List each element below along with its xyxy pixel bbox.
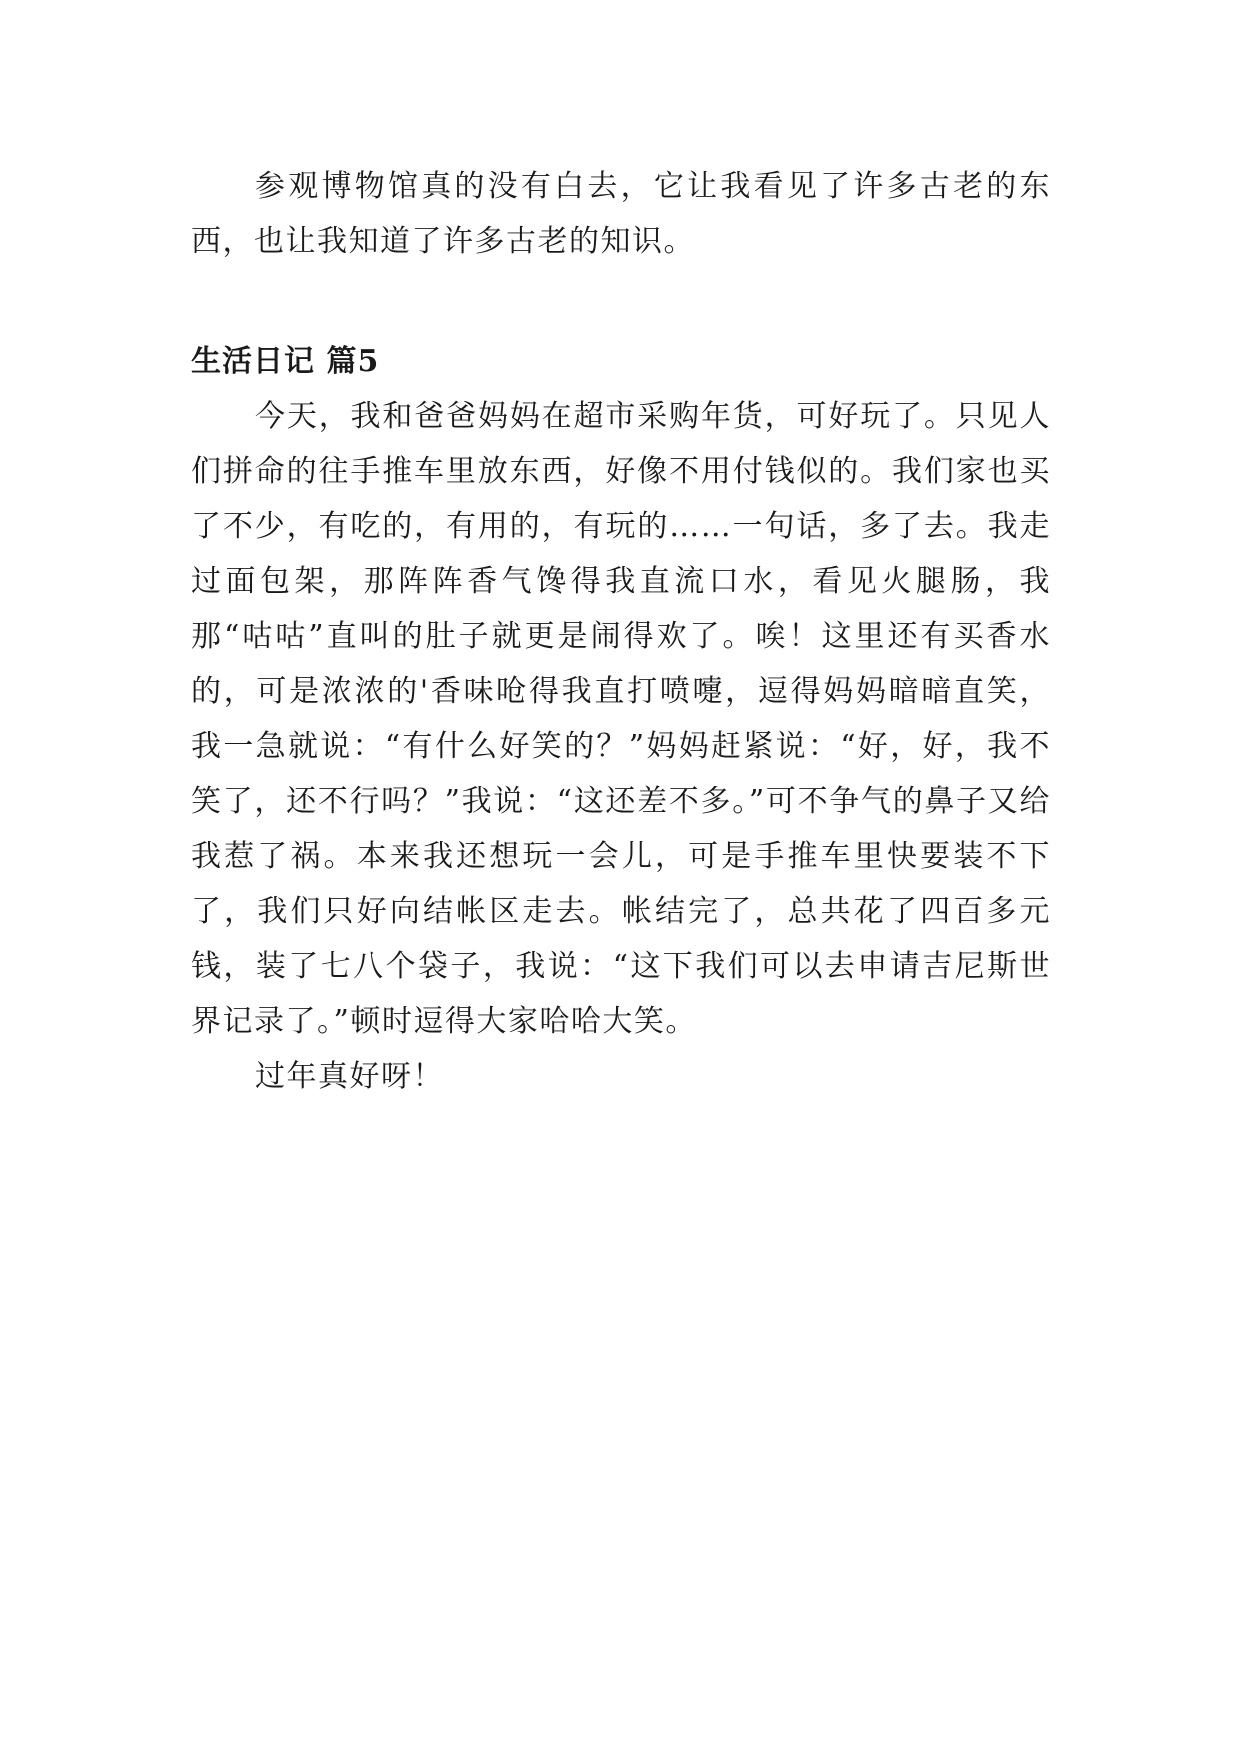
intro-paragraph: 参观博物馆真的没有白去，它让我看见了许多古老的东西，也让我知道了许多古老的知识。 [191, 169, 1051, 259]
main-paragraph: 今天，我和爸爸妈妈在超市采购年货，可好玩了。只见人们拼命的往手推车里放东西，好像不用付钱似的。我们家也买了不少，有吃的，有用的，有玩的……一句话，多了去。我走过面包架，那阵阵香气馋得我直流口水，看见火腿肠，我那“咕咕”直叫的肚子就更是闹得欢了。唉！这里还有买香水的，可是浓浓的'香味呛得我直打喷嚏，逗得妈妈暗暗直笑，我一急就说：“有什么好笑的？”妈妈赶紧说：“好，好，我不笑了，还不行吗？”我说：“这还差不多。”可不争气的鼻子又给我惹了祸。本来我还想玩一会儿，可是手推车里快要装不下了，我们只好向结帐区走去。帐结完了，总共花了四百多元钱，装了七八个袋子，我说：“这下我们可以去申请吉尼斯世界记录了。”顿时逗得大家哈哈大笑。 [191, 399, 1051, 1039]
closing-paragraph: 过年真好呀！ [255, 1059, 444, 1094]
section-title: 生活日记 篇5 [191, 344, 380, 379]
document-body [191, 159, 1051, 1104]
